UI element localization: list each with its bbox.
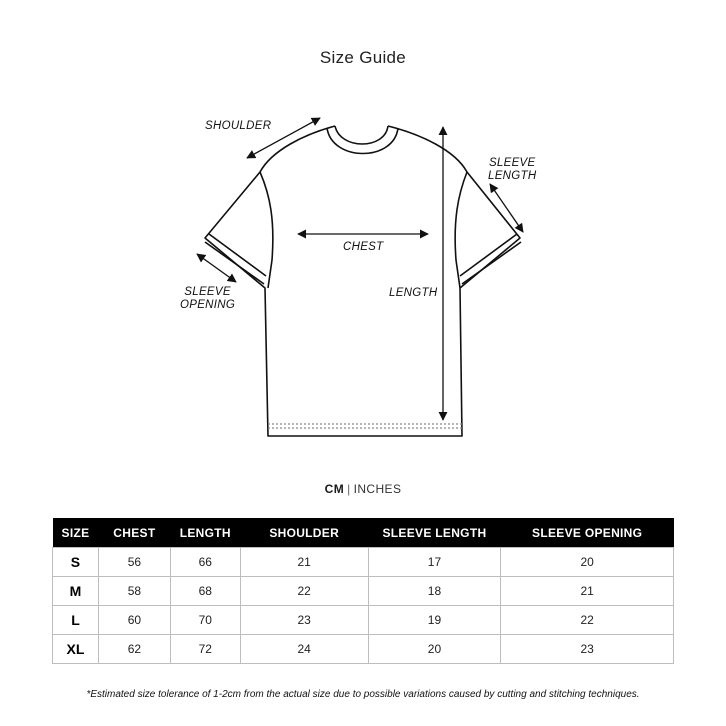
length-cell: 70 xyxy=(170,606,240,635)
unit-toggle xyxy=(0,482,726,496)
sleeve-opening-cell: 21 xyxy=(501,577,674,606)
chest-cell: 62 xyxy=(98,635,170,664)
sleeve-opening-label xyxy=(180,286,235,312)
sleeve-length-cell: 20 xyxy=(368,635,501,664)
size-cell: M xyxy=(53,577,99,606)
page-title: Size Guide xyxy=(319,48,407,67)
chest-cell: 58 xyxy=(98,577,170,606)
table-row xyxy=(53,606,674,635)
sleeve-length-label-line2: LENGTH xyxy=(488,170,537,182)
chest-label: CHEST xyxy=(343,241,384,253)
size-table xyxy=(52,518,674,664)
tshirt-outline xyxy=(205,126,521,436)
sleeve-opening-label-line1: SLEEVE xyxy=(184,286,231,298)
unit-separator: | xyxy=(347,482,351,496)
table-row xyxy=(53,548,674,577)
chest-cell: 56 xyxy=(98,548,170,577)
sleeve-opening-label-line2: OPENING xyxy=(180,299,236,311)
length-label: LENGTH xyxy=(389,287,438,299)
length-cell: 66 xyxy=(170,548,240,577)
sleeve-length-label-line1: SLEEVE xyxy=(488,157,536,169)
sleeve-length-label xyxy=(488,157,536,183)
shoulder-cell: 21 xyxy=(240,548,368,577)
sleeve-length-cell: 18 xyxy=(368,577,501,606)
header-sleeve-opening: SLEEVE OPENING xyxy=(501,518,674,548)
shoulder-cell: 22 xyxy=(240,577,368,606)
size-cell: S xyxy=(53,548,99,577)
shoulder-cell: 23 xyxy=(240,606,368,635)
unit-cm[interactable]: CM xyxy=(324,482,345,496)
header-length: LENGTH xyxy=(170,518,240,548)
length-cell: 72 xyxy=(170,635,240,664)
sleeve-opening-cell: 23 xyxy=(501,635,674,664)
table-row xyxy=(53,635,674,664)
shoulder-cell: 24 xyxy=(240,635,368,664)
sleeve-length-cell: 19 xyxy=(368,606,501,635)
table-row xyxy=(53,577,674,606)
length-cell: 68 xyxy=(170,577,240,606)
footnote: *Estimated size tolerance of 1-2cm from the actual size due to possible variations caused by cutting and stitching techniques. xyxy=(86,689,640,700)
size-cell: XL xyxy=(53,635,99,664)
shoulder-label: SHOULDER xyxy=(205,120,272,132)
chest-cell: 60 xyxy=(98,606,170,635)
header-shoulder: SHOULDER xyxy=(240,518,368,548)
header-chest: CHEST xyxy=(98,518,170,548)
sleeve-length-cell: 17 xyxy=(368,548,501,577)
table-header-row xyxy=(53,518,674,548)
header-sleeve-length: SLEEVE LENGTH xyxy=(368,518,501,548)
size-cell: L xyxy=(53,606,99,635)
unit-inches[interactable]: INCHES xyxy=(353,482,402,496)
header-size: SIZE xyxy=(53,518,99,548)
sleeve-opening-cell: 20 xyxy=(501,548,674,577)
sleeve-opening-cell: 22 xyxy=(501,606,674,635)
